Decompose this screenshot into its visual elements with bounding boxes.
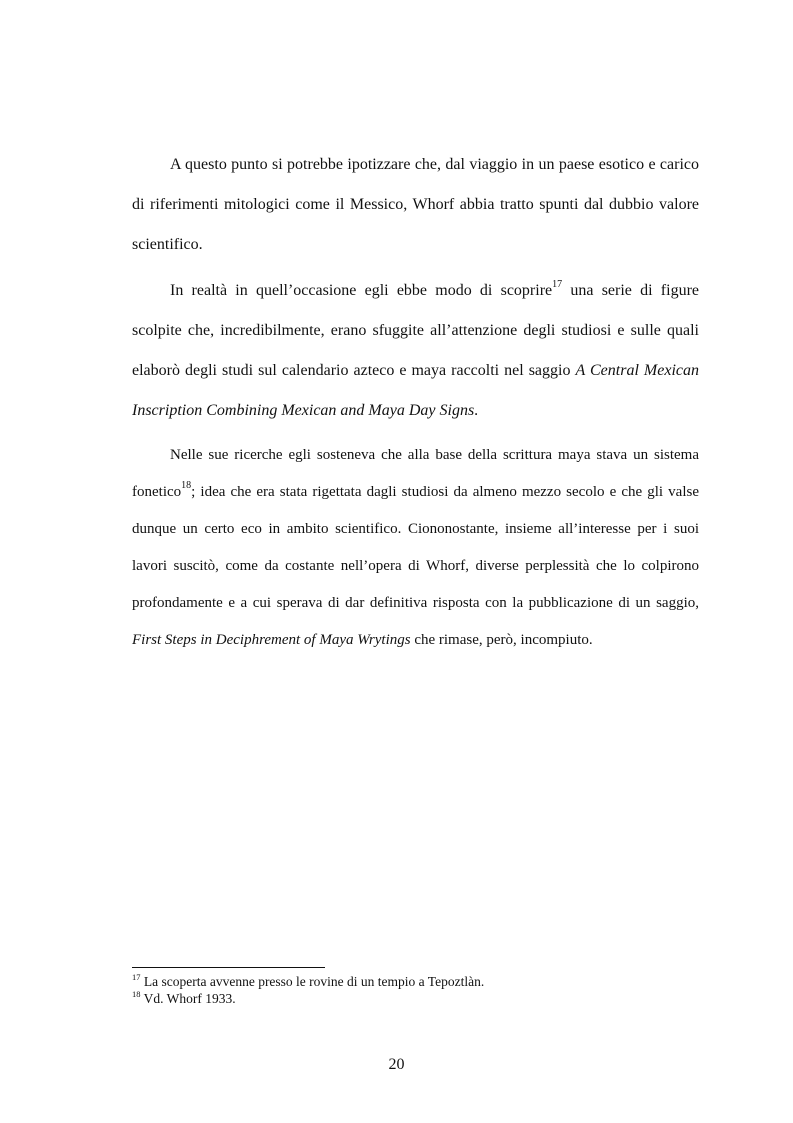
footnote-17-text: La scoperta avvenne presso le rovine di un tempio a Tepoztlàn. xyxy=(140,974,485,989)
page-number: 20 xyxy=(388,1056,405,1073)
footnote-18 xyxy=(132,990,699,1007)
footnote-ref-17[interactable]: 17 xyxy=(552,278,563,290)
page-body xyxy=(132,145,699,665)
footnote-ref-18[interactable]: 18 xyxy=(181,480,192,491)
footnote-17 xyxy=(132,973,699,990)
paragraph-3-text-end: che rimase, però, incompiuto. xyxy=(410,632,593,648)
footnote-17-number: 17 xyxy=(132,971,141,982)
paragraph-3-title: First Steps in Deciphrement of Maya Wrytings xyxy=(132,632,411,648)
paragraph-2-text-middle: una serie di figure scolpite che, incredibilmente, erano sfuggite all’attenzione degli studiosi e sulle quali elaborò degli studi sul calendario azteco e maya raccolti nel saggio xyxy=(132,282,700,379)
footnote-18-text: Vd. Whorf 1933. xyxy=(140,991,236,1006)
paragraph-2 xyxy=(132,271,699,431)
footnote-18-number: 18 xyxy=(132,988,141,999)
paragraph-2-text-start: In realtà in quell’occasione egli ebbe modo di scoprire xyxy=(170,282,553,299)
paragraph-1 xyxy=(132,145,699,265)
paragraph-3-text-start: Nelle sue ricerche egli sosteneva che alla base della scrittura maya stava un sistema fonetico xyxy=(132,447,699,500)
footnotes xyxy=(132,973,699,1007)
footnote-divider xyxy=(132,967,325,968)
paragraph-3 xyxy=(132,437,699,659)
paragraph-3-text-middle: ; idea che era stata rigettata dagli studiosi da almeno mezzo secolo e che gli valse dunque un certo eco in ambito scientifico. Ciononostante, insieme all’interesse per i suoi lavori suscitò, come da costante nell’opera di Whorf, diverse perplessità che lo colpirono profondamente e a cui sperava di dar definitiva risposta con la pubblicazione di un saggio, xyxy=(132,484,699,611)
paragraph-2-title: A Central Mexican Inscription Combining Mexican and Maya Day Signs xyxy=(132,362,699,419)
paragraph-1-text: A questo punto si potrebbe ipotizzare che, dal viaggio in un paese esotico e carico di riferimenti mitologici come il Messico, Whorf abbia tratto spunti dal dubbio valore scientifico. xyxy=(132,156,699,253)
paragraph-2-text-end: . xyxy=(474,402,479,419)
